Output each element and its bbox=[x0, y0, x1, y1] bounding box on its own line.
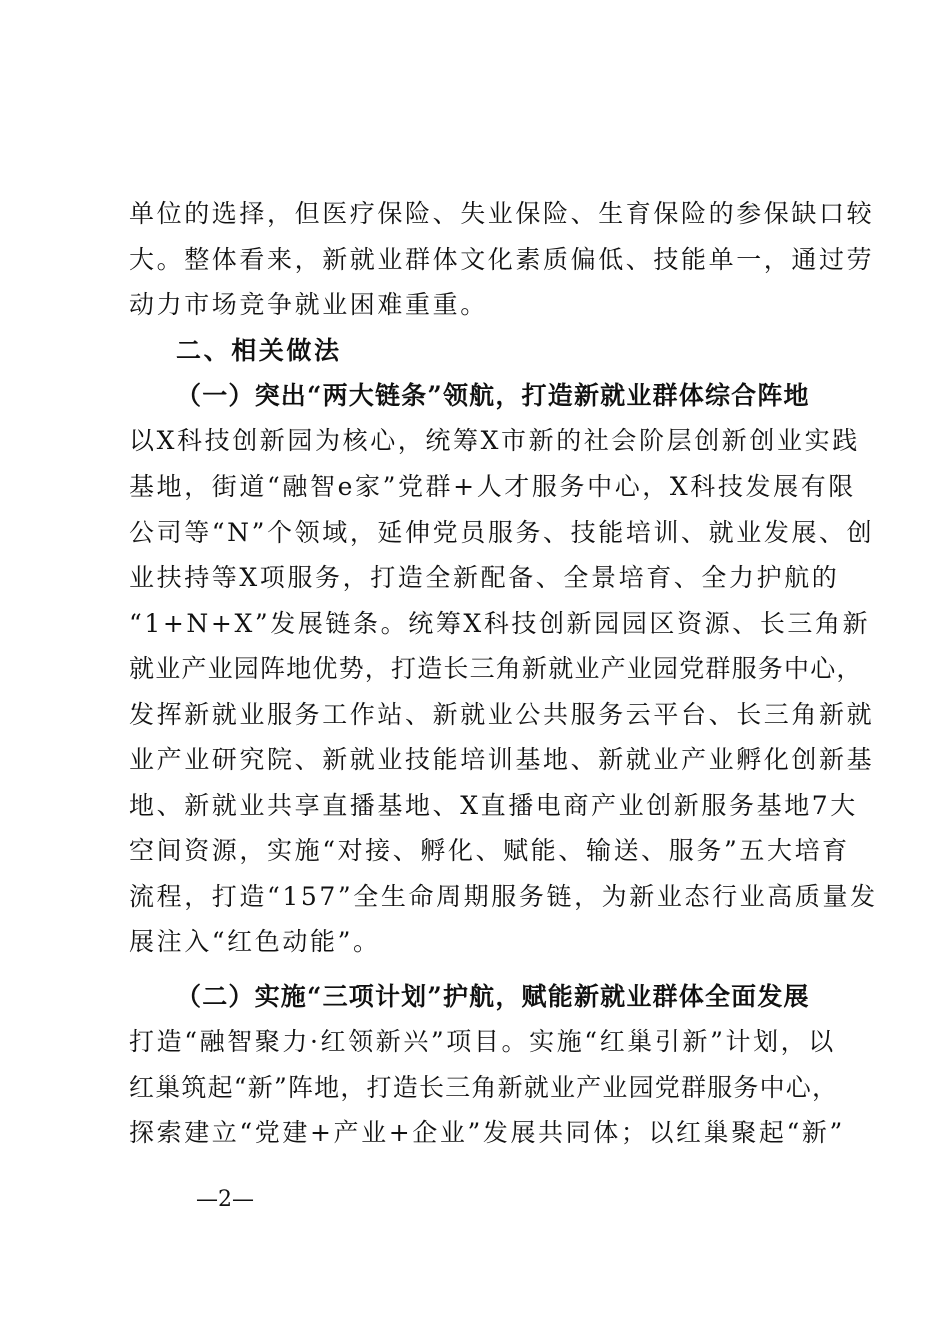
body-text-line: 地、新就业共享直播基地、X直播电商产业创新服务基地7大 bbox=[129, 791, 858, 820]
body-text-line: 流程，打造“157”全生命周期服务链，为新业态行业高质量发 bbox=[129, 882, 878, 911]
subsection-heading: （一）突出“两大链条”领航，打造新就业群体综合阵地 bbox=[176, 381, 810, 410]
body-text-line: 空间资源，实施“对接、孵化、赋能、输送、服务”五大培育 bbox=[129, 836, 850, 865]
body-text-line: 发挥新就业服务工作站、新就业公共服务云平台、长三角新就 bbox=[129, 700, 875, 729]
page-number: —2— bbox=[196, 1187, 254, 1212]
body-text-line: 探索建立“党建+产业+企业”发展共同体；以红巢聚起“新” bbox=[129, 1118, 845, 1147]
body-text-line: 单位的选择，但医疗保险、失业保险、生育保险的参保缺口较 bbox=[129, 199, 875, 228]
body-text-line: 基地，街道“融智e家”党群+人才服务中心，X科技发展有限 bbox=[129, 472, 856, 501]
body-text-line: 大。整体看来，新就业群体文化素质偏低、技能单一，通过劳 bbox=[129, 245, 875, 274]
body-text-line: 展注入“红色动能”。 bbox=[129, 927, 381, 956]
body-text-line: “1+N+X”发展链条。统筹X科技创新园园区资源、长三角新 bbox=[129, 609, 871, 638]
body-text-line: 就业产业园阵地优势，打造长三角新就业产业园党群服务中心， bbox=[129, 654, 863, 683]
body-text-line: 以X科技创新园为核心，统筹X市新的社会阶层创新创业实践 bbox=[129, 426, 860, 455]
body-text-line: 公司等“N”个领域，延伸党员服务、技能培训、就业发展、创 bbox=[129, 518, 875, 547]
subsection-heading: （二）实施“三项计划”护航，赋能新就业群体全面发展 bbox=[176, 982, 810, 1011]
body-text-line: 红巢筑起“新”阵地，打造长三角新就业产业园党群服务中心， bbox=[129, 1073, 839, 1102]
section-heading: 二、相关做法 bbox=[176, 336, 342, 365]
body-text-line: 打造“融智聚力·红领新兴”项目。实施“红巢引新”计划，以 bbox=[129, 1027, 836, 1056]
body-text-line: 业扶持等X项服务，打造全新配备、全景培育、全力护航的 bbox=[129, 563, 840, 592]
body-text-line: 业产业研究院、新就业技能培训基地、新就业产业孵化创新基 bbox=[129, 745, 875, 774]
body-text-line: 动力市场竞争就业困难重重。 bbox=[129, 290, 488, 319]
